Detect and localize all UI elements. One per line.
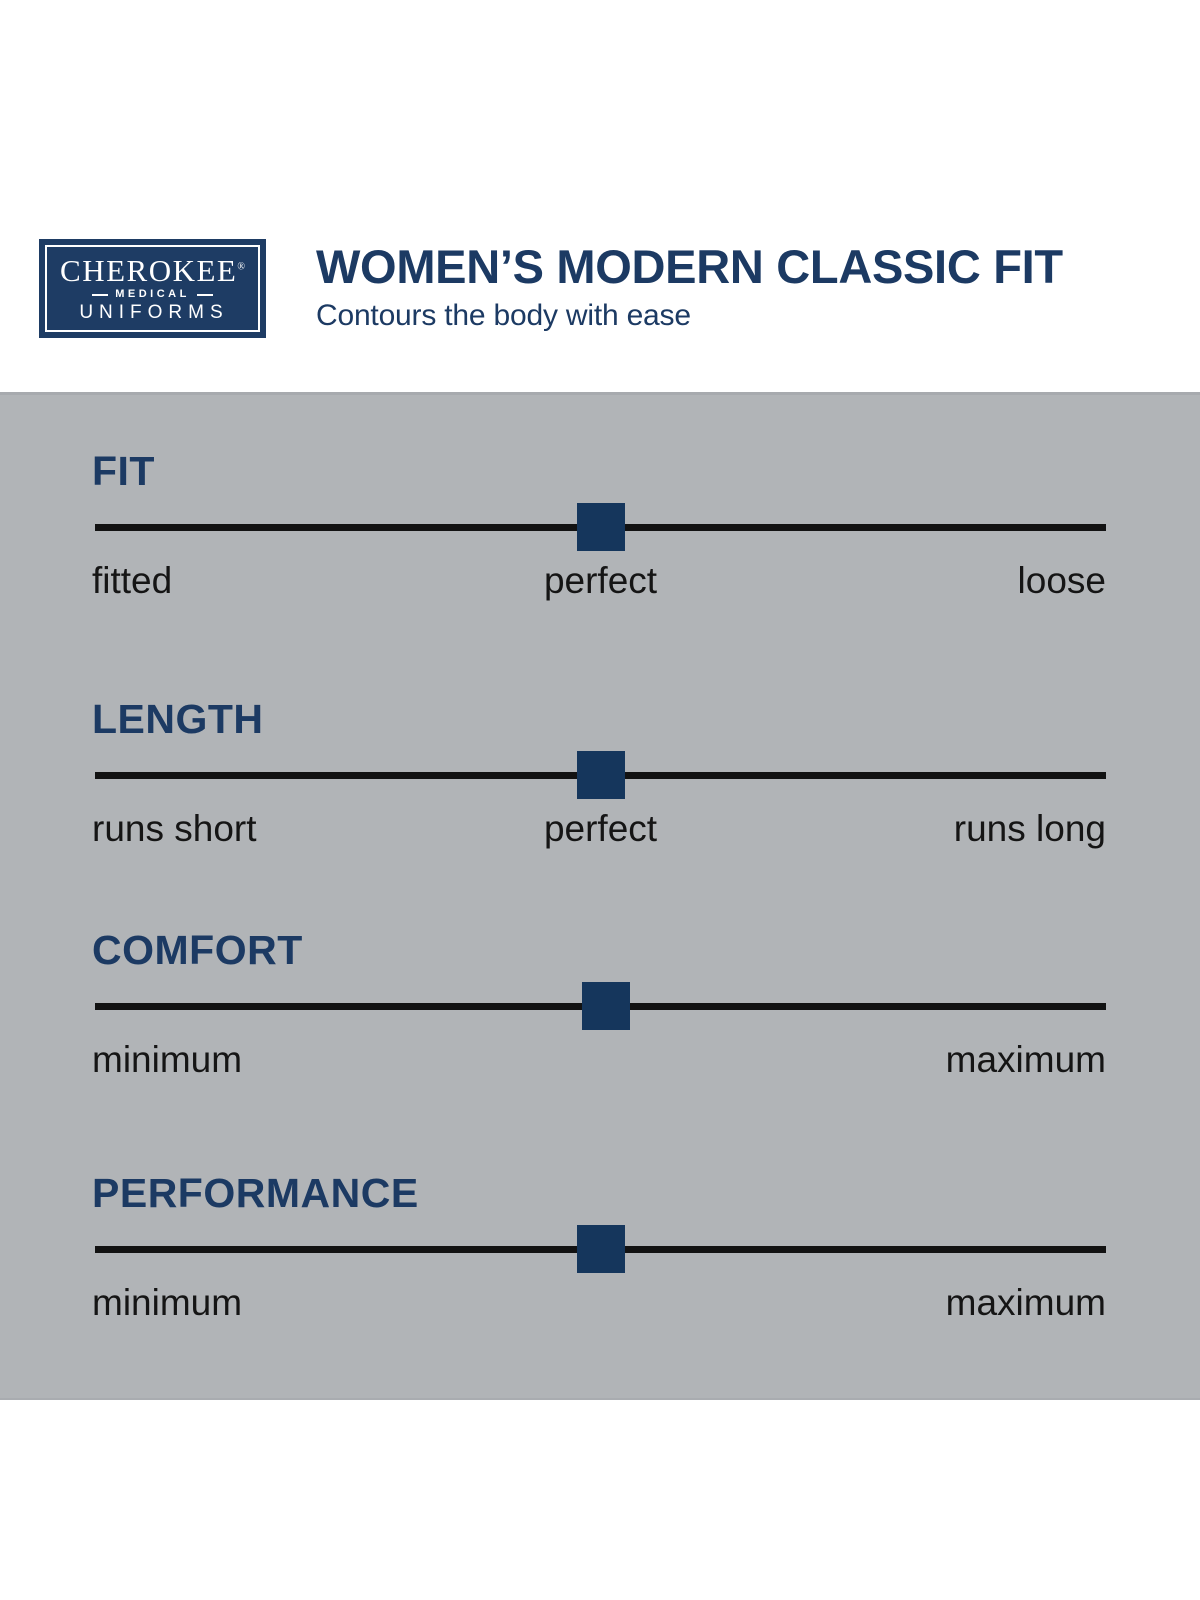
scale-label-center: perfect <box>543 808 658 849</box>
logo-medical-word: MEDICAL <box>115 288 190 300</box>
scale-marker <box>577 751 625 799</box>
logo-medical-line <box>92 289 213 300</box>
scale-row-fit <box>0 448 1200 611</box>
scale-label-right: loose <box>1017 560 1106 601</box>
scale-row-performance <box>0 1170 1200 1333</box>
dash-right-icon <box>197 294 213 296</box>
scale-label-left: minimum <box>92 1282 243 1323</box>
scale-label-left: fitted <box>92 560 173 601</box>
logo-uniforms-word: UNIFORMS <box>79 302 229 323</box>
scale-label-right: maximum <box>945 1282 1106 1323</box>
logo-brand-word: CHEROKEE <box>60 253 238 288</box>
registered-trademark-icon: ® <box>237 261 245 273</box>
scale-marker <box>577 1225 625 1273</box>
dash-left-icon <box>92 294 108 296</box>
page-title: WOMEN’S MODERN CLASSIC FIT <box>316 240 1063 293</box>
scale-heading-length: LENGTH <box>92 696 264 742</box>
scale-row-length <box>0 696 1200 859</box>
logo-brand-text <box>60 255 245 286</box>
scale-heading-fit: FIT <box>92 448 155 494</box>
logo-inner-frame <box>45 245 260 332</box>
scale-label-right: maximum <box>945 1039 1106 1080</box>
scale-row-comfort <box>0 927 1200 1090</box>
page-subtitle: Contours the body with ease <box>316 299 691 332</box>
scale-label-left: runs short <box>92 808 257 849</box>
cherokee-logo <box>39 239 266 338</box>
scale-label-left: minimum <box>92 1039 243 1080</box>
scale-marker <box>577 503 625 551</box>
scale-heading-performance: PERFORMANCE <box>92 1170 419 1216</box>
scale-heading-comfort: COMFORT <box>92 927 303 973</box>
scale-marker <box>582 982 630 1030</box>
scale-label-center: perfect <box>543 560 658 601</box>
scale-label-right: runs long <box>953 808 1106 849</box>
